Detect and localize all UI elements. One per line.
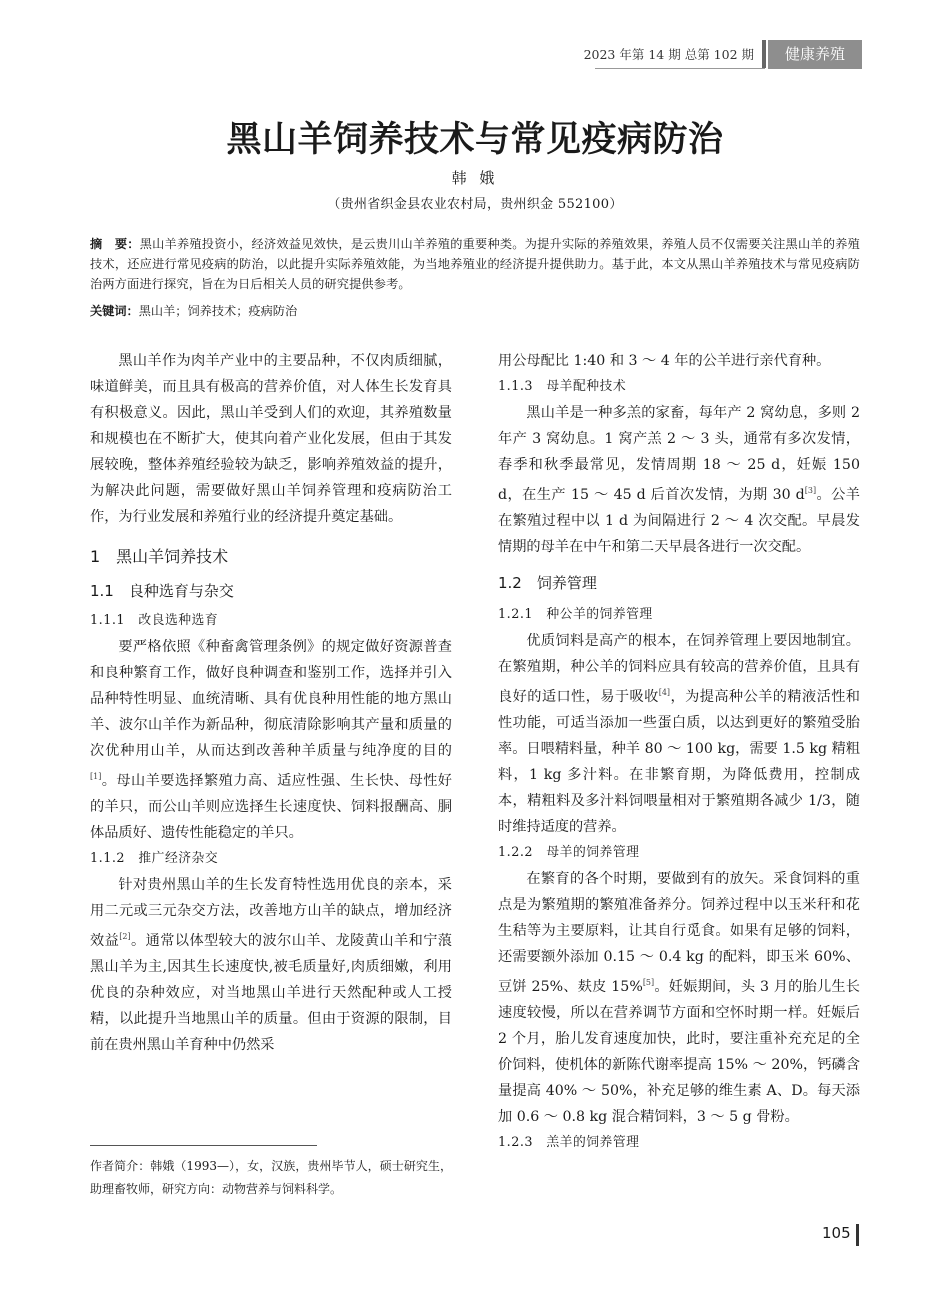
keywords-text: 黑山羊；饲养技术；疫病防治: [138, 304, 298, 318]
paragraph-1-2-1: 优质饲料是高产的根本，在饲养管理上要因地制宜。在繁殖期，种公羊的饲料应具有较高的营养价值，且具有良好的适口性，易于吸收[4]，为提高种公羊的精液活性和性功能，可适当添加一些蛋白质，以达到更好的繁殖受胎率。日喂精料量，种羊 80 ～ 100 kg，需要 1.5 kg 精粗料，1 kg 多汁料。在非繁育期，为降低费用，控制成本，精粗料及多汁料饲喂量相对于繁殖期各减少 1/3，随时维持适度的营养。: [498, 633, 860, 835]
keywords: [90, 301, 860, 321]
section-heading-1-2-1: 1.2.1 种公羊的饲养管理: [498, 607, 653, 622]
author-footnote: 作者简介：韩娥（1993—），女，汉族，贵州毕节人，硕士研究生，助理畜牧师，研究方向：动物营养与饲料科学。: [90, 1159, 452, 1196]
paragraph-continued: 用公母配比 1:40 和 3 ～ 4 年的公羊进行亲代育种。: [498, 353, 831, 369]
left-column: [90, 348, 452, 1058]
right-column: [498, 348, 860, 1156]
section-heading-1-1: 1.1 良种选育与杂交: [90, 582, 234, 600]
section-heading-1-1-1: 1.1.1 改良选种选育: [90, 613, 219, 628]
issue-info: 2023 年第 14 期 总第 102 期: [583, 47, 754, 62]
section-heading-1-2-3: 1.2.3 羔羊的饲养管理: [498, 1135, 640, 1150]
citation-ref[interactable]: [5]: [642, 978, 655, 987]
section-heading-1-2-2: 1.2.2 母羊的饲养管理: [498, 845, 640, 860]
section-badge: 健康养殖: [768, 40, 862, 69]
paragraph-1-1-1: 要严格依照《种畜禽管理条例》的规定做好资源普查和良种繁育工作，做好良种调查和鉴别工作，选择并引入品种特性明显、血统清晰、具有优良种用性能的地方黑山羊、波尔山羊作为新品种，彻底清除影响其产量和质量的次优种用山羊，从而达到改善种羊质量与纯净度的目的[1]。母山羊要选择繁殖力高、适应性强、生长快、母性好的羊只，而公山羊则应选择生长速度快、饲料报酬高、胴体品质好、遗传性能稳定的羊只。: [90, 639, 452, 841]
section-heading-1: 1 黑山羊饲养技术: [90, 547, 229, 566]
citation-ref[interactable]: [1]: [90, 772, 102, 781]
citation-ref[interactable]: [4]: [658, 688, 671, 697]
page-number-bar: [856, 1224, 859, 1246]
footnote-rule: [90, 1145, 317, 1146]
paragraph-1-1-2: 针对贵州黑山羊的生长发育特性选用优良的亲本，采用二元或三元杂交方法，改善地方山羊的缺点，增加经济效益[2]。通常以体型较大的波尔山羊、龙陵黄山羊和宁蒗黑山羊为主,因其生长速度快,被毛质量好,肉质细嫩，利用优良的杂种效应，对当地黑山羊进行天然配种或人工授精，以此提升当地黑山羊的质量。但由于资源的限制，目前在贵州黑山羊育种中仍然采: [90, 877, 452, 1053]
abstract-text: 黑山羊养殖投资小，经济效益见效快，是云贵川山羊养殖的重要种类。为提升实际的养殖效果，养殖人员不仅需要关注黑山羊的养殖技术，还应进行常见疫病的防治，以此提升实际养殖效能，为当地养殖业的经济提升提供助力。基于此，本文从黑山羊养殖技术与常见疫病防治两方面进行探究，旨在为日后相关人员的研究提供参考。: [90, 237, 860, 291]
keywords-label: 关键词：: [90, 304, 139, 318]
page-number: 105: [822, 1224, 851, 1242]
citation-ref[interactable]: [3]: [804, 486, 817, 495]
section-heading-1-1-3: 1.1.3 母羊配种技术: [498, 379, 627, 394]
paragraph-1-1-3: 黑山羊是一种多羔的家畜，每年产 2 窝幼息，多则 2 年产 3 窝幼息。1 窝产羔 2 ～ 3 头，通常有多次发情，春季和秋季最常见，发情周期 18 ～ 25 d，妊娠 150 d，在生产 15 ～ 45 d 后首次发情，为期 30 d[3]。公羊在繁殖过程中以 1 d 为间隔进行 2 ～ 4 次交配。早晨发情期的母羊在中午和第二天早晨各进行一次交配。: [498, 405, 860, 555]
abstract: [90, 234, 860, 294]
intro-paragraph: 黑山羊作为肉羊产业中的主要品种，不仅肉质细腻，味道鲜美，而且具有极高的营养价值，对人体生长发育具有积极意义。因此，黑山羊受到人们的欢迎，其养殖数量和规模也在不断扩大，使其向着产业化发展，但由于其发展较晚，整体养殖经验较为缺乏，影响养殖效益的提升，为解决此问题，需要做好黑山羊饲养管理和疫病防治工作，为行业发展和养殖行业的经济提升奠定基础。: [90, 353, 452, 525]
section-heading-1-2: 1.2 饲养管理: [498, 574, 597, 592]
abstract-label: 摘 要：: [90, 237, 140, 251]
section-heading-1-1-2: 1.1.2 推广经济杂交: [90, 851, 219, 866]
article-title: 黑山羊饲养技术与常见疫病防治: [226, 120, 724, 160]
affiliation: （贵州省织金县农业农村局，贵州织金 552100）: [327, 197, 623, 212]
header-bar: [762, 40, 766, 68]
paragraph-1-2-2: 在繁育的各个时期，要做到有的放矢。采食饲料的重点是为繁殖期的繁殖准备养分。饲养过程中以玉米秆和花生秸等为主要原料，让其自行觅食。如果有足够的饲料，还需要额外添加 0.15 ～ 0.4 kg 的配料，即玉米 60%、豆饼 25%、麸皮 15%[5]。妊娠期间，头 3 月的胎儿生长速度较慢，所以在营养调节方面和空怀时期一样。妊娠后 2 个月，胎儿发育速度加快，此时，要注重补充充足的全价饲料，使机体的新陈代谢率提高 15% ～ 20%，钙磷含量提高 40% ～ 50%，补充足够的维生素 A、D。每天添加 0.6 ～ 0.8 kg 混合精饲料，3 ～ 5 g 骨粉。: [498, 871, 860, 1125]
header-rule: [595, 68, 765, 69]
citation-ref[interactable]: [2]: [119, 932, 131, 941]
author: 韩 娥: [451, 169, 499, 187]
